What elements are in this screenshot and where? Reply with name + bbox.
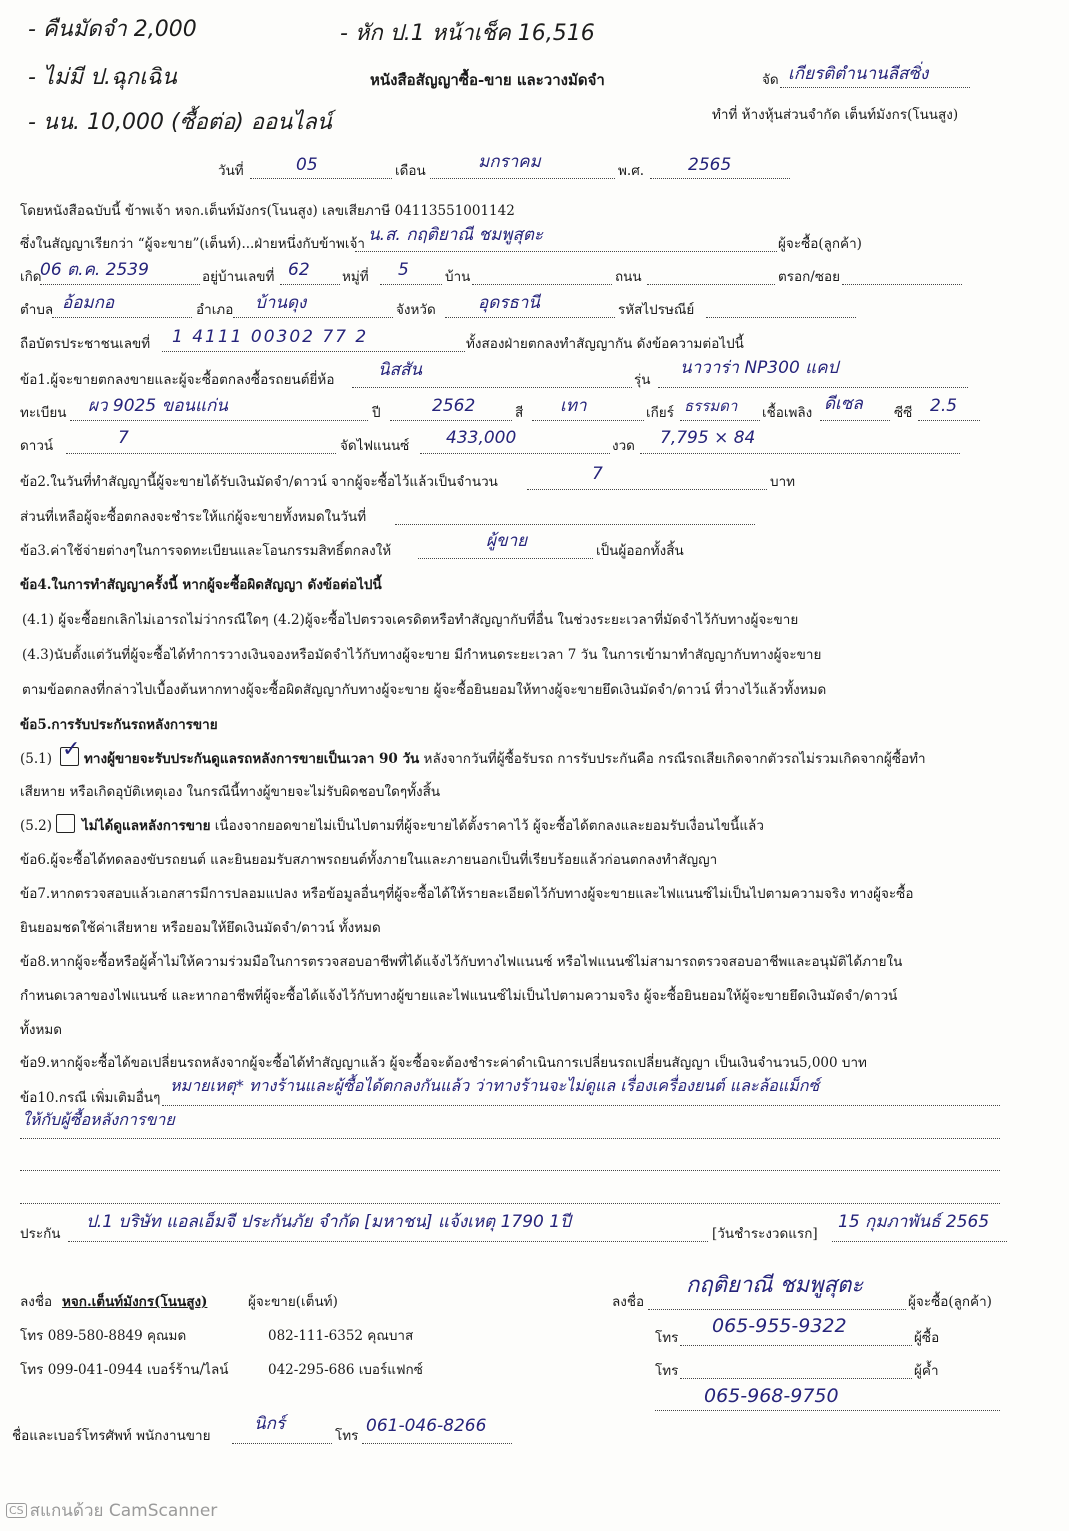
camscanner-text: สแกนด้วย CamScanner [29, 1501, 218, 1521]
clause4-1: (4.1) ผู้จะซื้อยกเลิกไม่เอารถไม่ว่ากรณีใดๆ (4.2)ผู้จะซื้อไปตรวจเครดิตหรือทำสัญญากับที่อื่น ในช่วงระยะเวลาที่มัดจำไว้กับทางผู้จะขาย [22, 612, 799, 628]
tambon-value: อ้อมกอ [62, 293, 115, 313]
clause4-3b: ตามข้อตกลงที่กล่าวไปเบื้องต้นหากทางผู้จะซื้อผิดสัญญากับทางผู้จะขาย ผู้จะซื้อยินยอมให้ทางผู้จะขายยึดเงินมัดจำ/ดาวน์ ที่วางไว้แล้วทั้งหมด [22, 682, 827, 698]
clause8a: ข้อ8.หากผู้จะซื้อหรือผู้ค้ำไม่ให้ความร่วมมือในการตรวจสอบอาชีพที่ได้แจ้งไว้กับทางไฟแนนซ์ หรือไฟแนนซ์ไม่สามารถตรวจสอบอาชีพและอนุมัติได้ภายใน [20, 954, 903, 970]
down-label: ดาวน์ [20, 438, 54, 454]
buyer-role: ผู้จะซื้อ(ลูกค้า) [908, 1294, 992, 1310]
postal-line [706, 317, 856, 318]
clause10-line3 [20, 1170, 1000, 1171]
clause7a: ข้อ7.หากตรวจสอบแล้วเอกสารมีการปลอมแปลง หรือข้อมูลอื่นๆที่ผู้จะซื้อได้ให้รายละเอียดไว้กับทางผู้จะขายและไฟแนนซ์ไม่เป็นไปตามความจริง ทางผู้จะซื้อ [20, 886, 914, 902]
clause10-line1 [162, 1105, 1000, 1106]
ban-label: บ้าน [445, 269, 471, 285]
clause4-heading: ข้อ4.ในการทำสัญญาครั้งนี้ หากผู้จะซื้อผิดสัญญา ดังข้อต่อไปนี้ [20, 577, 382, 593]
clause5-1-text [84, 751, 926, 767]
clause1-prefix: ข้อ1.ผู้จะขายตกลงขายและผู้จะซื้อตกลงซื้อรถยนต์ยี่ห้อ [20, 372, 335, 388]
seller-tel4: 042-295-686 เบอร์แฟกซ์ [268, 1362, 423, 1378]
seller-role: ผู้จะขาย(เต็นท์) [248, 1294, 338, 1310]
staff-tel-label: โทร [335, 1428, 359, 1444]
staff-label: ชื่อและเบอร์โทรศัพท์ พนักงานขาย [12, 1428, 211, 1444]
intro-text: โดยหนังสือฉบับนี้ ข้าพเจ้า หจก.เต็นท์มังกร(โนนสูง) เลขเสียภาษี 04113551001142 [20, 203, 515, 219]
road-label: ถนน [615, 269, 642, 285]
id-suffix: ทั้งสองฝ่ายตกลงทำสัญญากัน ดังข้อความต่อไปนี้ [466, 336, 744, 352]
guarantor-label: ผู้ค้ำ [914, 1363, 939, 1379]
tambon-line [52, 317, 192, 318]
province-line [445, 317, 615, 318]
jad-line [780, 87, 970, 88]
installment-label: งวด [612, 438, 635, 454]
year-line [650, 178, 790, 179]
day-line [250, 178, 392, 179]
seller-tel1: โทร 089-580-8849 คุณมด [20, 1328, 187, 1344]
clause5-2-num: (5.2) [20, 818, 53, 834]
road-line [647, 284, 775, 285]
seller-tel2: 082-111-6352 คุณบาส [268, 1328, 414, 1344]
moo-label: หมู่ที่ [342, 269, 369, 285]
id-line [162, 351, 465, 352]
id-value: 1 4111 00302 77 2 [172, 327, 369, 347]
province-label: จังหวัด [396, 302, 436, 318]
car-year-label: ปี [372, 405, 381, 421]
brand-line [352, 387, 632, 388]
buyer-sign-line [648, 1309, 906, 1310]
place-text: ทำที่ ห้างหุ้นส่วนจำกัด เต็นท์มังกร(โนนสูง) [712, 107, 959, 123]
born-value: 06 ต.ค. 2539 [40, 260, 149, 280]
jad-value: เกียรติตำนานลีสซิ่ง [788, 64, 929, 84]
note-deposit-refund: - คืนมัดจำ 2,000 [28, 17, 197, 42]
clause10-line2 [20, 1138, 1000, 1139]
fuel-line [820, 420, 890, 421]
month-line [430, 178, 615, 179]
clause2-amount: 7 [592, 464, 603, 484]
buyer-name-line [355, 251, 777, 252]
finance-value: 433,000 [446, 428, 517, 448]
soi-label: ตรอก/ซอย [778, 269, 841, 285]
moo-value: 5 [398, 260, 409, 280]
insurance-line [68, 1241, 708, 1242]
clause2-unit: บาท [770, 474, 796, 490]
id-label: ถือบัตรประชาชนเลขที่ [20, 336, 151, 352]
buyer-tel-line [680, 1345, 912, 1346]
reg-line [70, 420, 368, 421]
staff-tel: 061-046-8266 [366, 1416, 487, 1436]
model-line [658, 387, 968, 388]
year-value: 2565 [688, 155, 732, 175]
house-value: 62 [288, 260, 310, 280]
year-label: พ.ศ. [618, 163, 645, 179]
clause8c: ทั้งหมด [20, 1022, 63, 1038]
clause6: ข้อ6.ผู้จะซื้อได้ทดลองขับรถยนต์ และยินยอมรับสภาพรถยนต์ทั้งภายในและภายนอกเป็นที่เรียบร้อยแล้วก่อนตกลงทำสัญญา [20, 852, 718, 868]
clause7b: ยินยอมชดใช้ค่าเสียหาย หรือยอมให้ยึดเงินมัดจำ/ดาวน์ ทั้งหมด [20, 920, 381, 936]
model-label: รุ่น [634, 372, 651, 388]
clause5-2-rest: เนื่องจากยอดขายไม่เป็นไปตามที่ผู้จะขายได้ตั้งราคาไว้ ผู้จะซื้อได้ตกลงและยอมรับเงื่อนไขนี้แล้ว [210, 818, 764, 834]
gear-label: เกียร์ [646, 405, 674, 421]
down-line [66, 453, 336, 454]
soi-line [842, 284, 962, 285]
clause5-1-rest: หลังจากวันที่ผู้ซื้อรับรถ การรับประกันคือ กรณีรถเสียเกิดจากตัวรถไม่รวมเกิดจากผู้ซื้อทำ [419, 751, 926, 767]
fuel-label: เชื้อเพลิง [762, 405, 813, 421]
insurance-label: ประกัน [20, 1226, 61, 1242]
note-weight-online: - นน. 10,000 (ซื้อต่อ) ออนไลน์ [28, 110, 332, 135]
day-label: วันที่ [218, 163, 244, 179]
no-warranty-checkbox[interactable] [56, 814, 75, 833]
clause10-note2: ให้กับผู้ซื้อหลังการขาย [22, 1110, 175, 1129]
staff-tel-line [362, 1443, 512, 1444]
month-label: เดือน [395, 163, 426, 179]
camscanner-logo-icon: CS [6, 1503, 27, 1518]
party-prefix: ซึ่งในสัญญาเรียกว่า “ผู้จะขาย”(เต็นท์)...ฝ่ายหนึ่งกับข้าพเจ้า [20, 236, 365, 252]
seller-tel3: โทร 099-041-0944 เบอร์ร้าน/ไลน์ [20, 1362, 229, 1378]
finance-label: จัดไฟแนนซ์ [340, 438, 410, 454]
clause5-heading: ข้อ5.การรับประกันรถหลังการขาย [20, 717, 218, 733]
car-model: นาวาร่า NP300 แคป [680, 358, 839, 378]
first-payment-label: [วันชำระงวดแรก] [712, 1226, 818, 1242]
day-value: 05 [296, 155, 318, 175]
clause2-line [527, 489, 767, 490]
postal-label: รหัสไปรษณีย์ [618, 302, 695, 318]
guarantor-tel-label: โทร [655, 1363, 679, 1379]
clause3-value: ผู้ขาย [486, 531, 528, 551]
insurance-value: ป.1 บริษัท แอลเอ็มจี ประกันภัย จำกัด [มหาชน] แจ้งเหตุ 1790 1ปี [86, 1212, 571, 1232]
clause5-1-num: (5.1) [20, 751, 53, 767]
car-year-line [390, 420, 512, 421]
guarantor-extra-line [655, 1410, 1000, 1411]
clause5-2-text [82, 818, 764, 834]
gear-line [680, 420, 760, 421]
camscanner-watermark [6, 1497, 217, 1524]
cc-line [918, 420, 980, 421]
born-line [40, 284, 200, 285]
car-fuel: ดีเซล [824, 394, 863, 414]
clause8b: กำหนดเวลาของไฟแนนซ์ และหากอาชีพที่ผู้จะซื้อได้แจ้งไว้กับทางผู้ขายและไฟแนนซ์ไม่เป็นไปตามความจริง ผู้จะซื้อยินยอมให้ผู้จะขายยึดเงินมัดจำ/ดาวน์ [20, 988, 898, 1004]
down-value: 7 [118, 428, 129, 448]
clause3-line [418, 558, 593, 559]
installment-value: 7,795 × 84 [660, 428, 756, 448]
seller-sign-label: ลงชื่อ [20, 1294, 53, 1310]
staff-name-line [232, 1443, 332, 1444]
clause2-text: ข้อ2.ในวันที่ทำสัญญานี้ผู้จะขายได้รับเงินมัดจำ/ดาวน์ จากผู้จะซื้อไว้แล้วเป็นจำนวน [20, 474, 498, 490]
buyer-label: ผู้ซื้อ [914, 1330, 940, 1346]
month-value: มกราคม [478, 152, 541, 172]
first-payment-value: 15 กุมภาพันธ์ 2565 [838, 1212, 990, 1232]
clause2-remaining-line [395, 524, 755, 525]
clause10-note1: หมายเหตุ* ทางร้านและผู้ซื้อได้ตกลงกันแล้ว ว่าทางร้านจะไม่ดูแล เรื่องเครื่องยนต์ และล้อแม็กซ์ [170, 1076, 820, 1095]
amphoe-label: อำเภอ [196, 302, 234, 318]
jad-label: จัด [762, 72, 779, 88]
clause2-remaining: ส่วนที่เหลือผู้จะซื้อตกลงจะชำระให้แก่ผู้จะขายทั้งหมดในวันที่ [20, 509, 367, 525]
clause9: ข้อ9.หากผู้จะซื้อได้ขอเปลี่ยนรถหลังจากผู้จะซื้อได้ทำสัญญาแล้ว ผู้จะซื้อจะต้องชำระค่าดำเนินการเปลี่ยนรถเปลี่ยนสัญญา เป็นเงินจำนวน5,000 บาท [20, 1055, 867, 1071]
buyer-signature: กฤติยาณี ชมพูสุตะ [686, 1273, 864, 1298]
cc-label: ซีซี [894, 405, 913, 421]
note-no-emergency: - ไม่มี ป.ฉุกเฉิน [28, 65, 177, 90]
moo-line [380, 284, 442, 285]
buyer-tel: 065-955-9322 [712, 1315, 847, 1337]
car-brand: นิสสัน [378, 360, 422, 380]
car-year: 2562 [432, 396, 476, 416]
house-line [280, 284, 340, 285]
clause3-text: ข้อ3.ค่าใช้จ่ายต่างๆในการจดทะเบียนและโอนกรรมสิทธิ์ตกลงให้ [20, 543, 392, 559]
guarantor-tel: 065-968-9750 [704, 1385, 839, 1407]
clause4-3a: (4.3)นับตั้งแต่วันที่ผู้จะซื้อได้ทำการวางเงินจองหรือมัดจำไว้กับทางผู้จะขาย มีกำหนดระยะเวลา 7 วัน ในการเข้ามาทำสัญญากับทางผู้จะขาย [22, 647, 822, 663]
seller-name: หจก.เต็นท์มังกร(โนนสูง) [62, 1294, 208, 1310]
born-label: เกิด [20, 269, 42, 285]
first-payment-line [832, 1241, 1007, 1242]
color-line [532, 420, 644, 421]
car-cc: 2.5 [930, 396, 958, 416]
clause5-1-bold: ทางผู้ขายจะรับประกันดูแลรถหลังการขายเป็นเวลา 90 วัน [84, 751, 420, 767]
finance-line [420, 453, 610, 454]
clause5-2-bold: ไม่ได้ดูแลหลังการขาย [82, 818, 211, 834]
car-gear: ธรรมดา [684, 397, 738, 415]
buyer-sign-label: ลงชื่อ [612, 1294, 645, 1310]
amphoe-value: บ้านดุง [255, 293, 307, 313]
buyer-name: น.ส. กฤติยาณี ชมพูสุตะ [368, 225, 544, 245]
document-title: หนังสือสัญญาซื้อ-ขาย และวางมัดจำ [370, 71, 605, 89]
note-deduct: - หัก ป.1 หน้าเช็ค 16,516 [340, 21, 595, 46]
reg-label: ทะเบียน [20, 405, 67, 421]
tambon-label: ตำบล [20, 302, 54, 318]
clause10-line4 [20, 1203, 1000, 1204]
car-color: เทา [560, 396, 587, 416]
color-label: สี [515, 405, 524, 421]
guarantor-tel-line [680, 1378, 912, 1379]
clause10-label: ข้อ10.กรณี เพิ่มเติมอื่นๆ [20, 1090, 161, 1106]
province-value: อุดรธานี [478, 293, 540, 313]
check-icon: ✓ [62, 737, 81, 762]
buyer-suffix: ผู้จะซื้อ(ลูกค้า) [778, 236, 862, 252]
buyer-tel-label: โทร [655, 1330, 679, 1346]
house-label: อยู่บ้านเลขที่ [202, 269, 275, 285]
car-reg: ผว 9025 ขอนแก่น [88, 396, 228, 416]
ban-line [472, 284, 612, 285]
installment-line [640, 453, 960, 454]
staff-name: นิกร์ [254, 1414, 286, 1434]
clause5-1-cont: เสียหาย หรือเกิดอุบัติเหตุเอง ในกรณีนี้ทางผู้ขายจะไม่รับผิดชอบใดๆทั้งสิ้น [20, 784, 441, 800]
clause3-suffix: เป็นผู้ออกทั้งสิ้น [596, 543, 684, 559]
amphoe-line [233, 317, 393, 318]
